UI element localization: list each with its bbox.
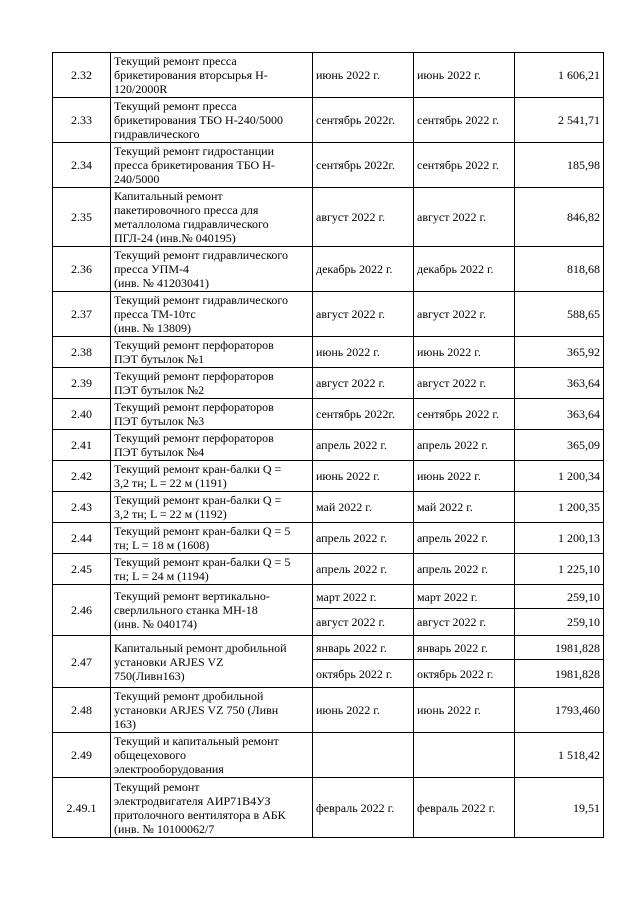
amount: 365,92	[515, 337, 604, 368]
work-description: Текущий ремонт перфораторов ПЭТ бутылок №2	[111, 368, 313, 399]
end-date: сентябрь 2022 г.	[414, 399, 515, 430]
end-date: июнь 2022 г.	[414, 337, 515, 368]
item-number: 2.49	[53, 733, 111, 778]
work-description: Текущий ремонт кран-балки Q = 5 тн; L = 18 м (1608)	[111, 523, 313, 554]
work-description: Капитальный ремонт пакетировочного пресса для металлолома гидравлического ПГЛ-24 (инв.№ 040195)	[111, 188, 313, 247]
table-row	[53, 188, 604, 247]
end-date: апрель 2022 г.	[414, 523, 515, 554]
start-date: июнь 2022 г.	[313, 337, 414, 368]
start-date: январь 2022 г.	[313, 636, 414, 660]
table-row	[53, 399, 604, 430]
start-date: февраль 2022 г.	[313, 778, 414, 838]
end-date: октябрь 2022 г.	[414, 660, 515, 688]
table-row	[53, 461, 604, 492]
table-row	[53, 492, 604, 523]
item-number: 2.37	[53, 292, 111, 337]
end-date: июнь 2022 г.	[414, 688, 515, 733]
amount: 1 200,35	[515, 492, 604, 523]
end-date: август 2022 г.	[414, 292, 515, 337]
start-date: июнь 2022 г.	[313, 461, 414, 492]
work-description: Текущий ремонт перфораторов ПЭТ бутылок №4	[111, 430, 313, 461]
amount: 846,82	[515, 188, 604, 247]
table-row	[53, 368, 604, 399]
work-description: Текущий ремонт гидростанции пресса брикетирования ТБО Н- 240/5000	[111, 143, 313, 188]
start-date: август 2022 г.	[313, 188, 414, 247]
end-date: январь 2022 г.	[414, 636, 515, 660]
amount: 185,98	[515, 143, 604, 188]
work-description: Текущий ремонт перфораторов ПЭТ бутылок №3	[111, 399, 313, 430]
table-body	[53, 53, 604, 838]
start-date: апрель 2022 г.	[313, 554, 414, 585]
table-row	[53, 778, 604, 838]
item-number: 2.39	[53, 368, 111, 399]
end-date: апрель 2022 г.	[414, 430, 515, 461]
end-date: март 2022 г.	[414, 585, 515, 609]
start-date: сентябрь 2022г.	[313, 143, 414, 188]
work-description: Текущий ремонт дробильной установки ARJES VZ 750 (Ливн 163)	[111, 688, 313, 733]
start-date: июнь 2022 г.	[313, 688, 414, 733]
item-number: 2.41	[53, 430, 111, 461]
start-date: август 2022 г.	[313, 368, 414, 399]
start-date: сентябрь 2022г.	[313, 98, 414, 143]
table-row	[53, 98, 604, 143]
work-description: Текущий ремонт вертикально- сверлильного станка МН-18 (инв. № 040174)	[111, 585, 313, 636]
repair-schedule-table	[52, 52, 604, 838]
start-date: апрель 2022 г.	[313, 523, 414, 554]
start-date: март 2022 г.	[313, 585, 414, 609]
amount: 1981,828	[515, 636, 604, 660]
end-date: февраль 2022 г.	[414, 778, 515, 838]
item-number: 2.35	[53, 188, 111, 247]
end-date: апрель 2022 г.	[414, 554, 515, 585]
table-row	[53, 688, 604, 733]
item-number: 2.32	[53, 53, 111, 98]
end-date: май 2022 г.	[414, 492, 515, 523]
item-number: 2.46	[53, 585, 111, 636]
amount: 1 200,13	[515, 523, 604, 554]
start-date: август 2022 г.	[313, 609, 414, 636]
work-description: Текущий ремонт пресса брикетирования вторсырья Н- 120/2000R	[111, 53, 313, 98]
work-description: Текущий ремонт кран-балки Q = 3,2 тн; L = 22 м (1191)	[111, 461, 313, 492]
start-date: май 2022 г.	[313, 492, 414, 523]
amount: 1793,460	[515, 688, 604, 733]
amount: 365,09	[515, 430, 604, 461]
item-number: 2.34	[53, 143, 111, 188]
item-number: 2.33	[53, 98, 111, 143]
amount: 818,68	[515, 247, 604, 292]
amount: 1 225,10	[515, 554, 604, 585]
work-description: Текущий ремонт гидравлического пресса ТМ-10тс (инв. № 13809)	[111, 292, 313, 337]
end-date: июнь 2022 г.	[414, 53, 515, 98]
start-date: сентябрь 2022г.	[313, 399, 414, 430]
work-description: Капитальный ремонт дробильной установки ARJES VZ 750(Ливн163)	[111, 636, 313, 688]
end-date: сентябрь 2022 г.	[414, 143, 515, 188]
end-date: август 2022 г.	[414, 609, 515, 636]
item-number: 2.42	[53, 461, 111, 492]
item-number: 2.45	[53, 554, 111, 585]
work-description: Текущий и капитальный ремонт общецехового электрооборудования	[111, 733, 313, 778]
amount: 588,65	[515, 292, 604, 337]
amount: 1981,828	[515, 660, 604, 688]
start-date: апрель 2022 г.	[313, 430, 414, 461]
amount: 1 518,42	[515, 733, 604, 778]
start-date	[313, 733, 414, 778]
work-description: Текущий ремонт кран-балки Q = 3,2 тн; L = 22 м (1192)	[111, 492, 313, 523]
table-row	[53, 585, 604, 609]
amount: 363,64	[515, 368, 604, 399]
table-row	[53, 523, 604, 554]
work-description: Текущий ремонт кран-балки Q = 5 тн; L = 24 м (1194)	[111, 554, 313, 585]
item-number: 2.38	[53, 337, 111, 368]
start-date: октябрь 2022 г.	[313, 660, 414, 688]
amount: 1 606,21	[515, 53, 604, 98]
item-number: 2.44	[53, 523, 111, 554]
work-description: Текущий ремонт электродвигателя АИР71В4УЗ притолочного вентилятора в АБК (инв. № 10100062/7	[111, 778, 313, 838]
item-number: 2.49.1	[53, 778, 111, 838]
item-number: 2.43	[53, 492, 111, 523]
end-date: сентябрь 2022 г.	[414, 98, 515, 143]
table-row	[53, 247, 604, 292]
start-date: август 2022 г.	[313, 292, 414, 337]
item-number: 2.47	[53, 636, 111, 688]
work-description: Текущий ремонт гидравлического пресса УПМ-4 (инв. № 41203041)	[111, 247, 313, 292]
work-description: Текущий ремонт перфораторов ПЭТ бутылок №1	[111, 337, 313, 368]
table-row	[53, 430, 604, 461]
table-row	[53, 554, 604, 585]
amount: 2 541,71	[515, 98, 604, 143]
table-row	[53, 733, 604, 778]
amount: 1 200,34	[515, 461, 604, 492]
end-date: август 2022 г.	[414, 188, 515, 247]
amount: 259,10	[515, 585, 604, 609]
end-date: декабрь 2022 г.	[414, 247, 515, 292]
work-description: Текущий ремонт пресса брикетирования ТБО Н-240/5000 гидравлического	[111, 98, 313, 143]
table-row	[53, 292, 604, 337]
amount: 363,64	[515, 399, 604, 430]
table-row	[53, 337, 604, 368]
start-date: июнь 2022 г.	[313, 53, 414, 98]
amount: 259,10	[515, 609, 604, 636]
item-number: 2.40	[53, 399, 111, 430]
end-date: август 2022 г.	[414, 368, 515, 399]
table-row	[53, 143, 604, 188]
item-number: 2.36	[53, 247, 111, 292]
table-row	[53, 636, 604, 660]
item-number: 2.48	[53, 688, 111, 733]
table-row	[53, 53, 604, 98]
end-date: июнь 2022 г.	[414, 461, 515, 492]
start-date: декабрь 2022 г.	[313, 247, 414, 292]
amount: 19,51	[515, 778, 604, 838]
end-date	[414, 733, 515, 778]
